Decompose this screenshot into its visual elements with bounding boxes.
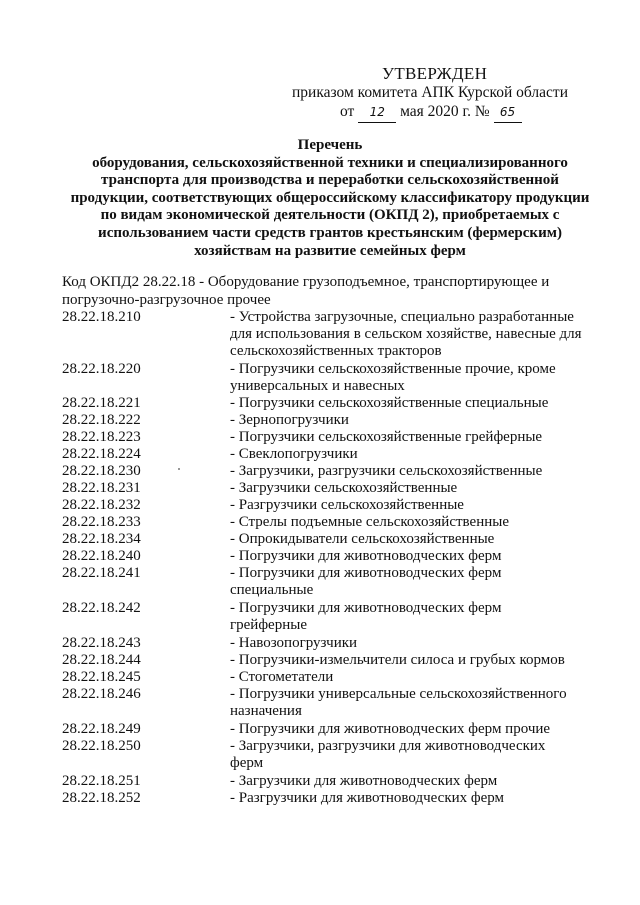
item-code: 28.22.18.223: [62, 429, 141, 445]
list-item: [62, 686, 582, 720]
item-description: - Погрузчики для животноводческих ферм: [230, 548, 502, 564]
heading-line-3: транспорта для производства и переработки сельскохозяйственной: [101, 172, 559, 189]
approval-block: [292, 64, 568, 123]
heading-line-6: использованием части средств грантов крестьянским (фермерским): [98, 224, 562, 241]
item-code: 28.22.18.250: [62, 738, 141, 754]
list-item: [62, 395, 582, 412]
document-heading: [40, 137, 620, 260]
item-description: - Загрузчики, разгрузчики сельскохозяйственные: [230, 463, 543, 479]
item-code: 28.22.18.242: [62, 600, 141, 616]
item-description: - Погрузчики-измельчители силоса и грубых кормов: [230, 652, 565, 668]
list-item: [62, 514, 582, 531]
item-code: 28.22.18.222: [62, 412, 141, 428]
item-code: 28.22.18.232: [62, 497, 141, 513]
list-item: [62, 548, 582, 565]
list-item: [62, 652, 582, 669]
list-item: [62, 773, 582, 790]
item-code: 28.22.18.251: [62, 773, 141, 789]
item-code: 28.22.18.234: [62, 531, 141, 547]
section-intro: Код ОКПД2 28.22.18 - Оборудование грузоподъемное, транспортирующее и погрузочно-разгрузочное прочее: [62, 274, 550, 308]
heading-line-2: оборудования, сельскохозяйственной техники и специализированного: [92, 154, 568, 171]
item-description: - Погрузчики универсальные сельскохозяйственного назначения: [230, 686, 567, 719]
list-item: [62, 480, 582, 497]
item-description: - Погрузчики сельскохозяйственные специальные: [230, 395, 549, 411]
approval-date-line: [292, 102, 568, 123]
item-code: 28.22.18.252: [62, 790, 141, 806]
item-description: - Навозопогрузчики: [230, 635, 358, 651]
item-code: 28.22.18.240: [62, 548, 141, 564]
list-item: [62, 600, 582, 634]
list-item: [62, 309, 582, 360]
heading-line-5: по видам экономической деятельности (ОКПД 2), приобретаемых с: [100, 207, 560, 224]
item-code: 28.22.18.243: [62, 635, 141, 651]
item-code: 28.22.18.224: [62, 446, 141, 462]
item-code: 28.22.18.246: [62, 686, 141, 702]
approval-number-handwritten: 65: [494, 103, 522, 123]
list-item: [62, 669, 582, 686]
heading-line-7: хозяйствам на развитие семейных ферм: [194, 242, 466, 259]
item-code: 28.22.18.210: [62, 309, 141, 325]
list-item: [62, 446, 582, 463]
item-code: 28.22.18.249: [62, 721, 141, 737]
item-description: - Зернопогрузчики: [230, 412, 349, 428]
item-description: - Погрузчики для животноводческих ферм специальные: [230, 565, 502, 598]
heading-line-1: Перечень: [297, 137, 363, 153]
list-item: [62, 531, 582, 548]
item-code: 28.22.18.221: [62, 395, 141, 411]
item-description: - Опрокидыватели сельскохозяйственные: [230, 531, 495, 547]
approval-order-line: приказом комитета АПК Курской области: [292, 84, 568, 101]
item-code: 28.22.18.230: [62, 463, 141, 479]
list-item: [62, 738, 582, 772]
item-code: 28.22.18.245: [62, 669, 141, 685]
item-description: - Свеклопогрузчики: [230, 446, 358, 462]
list-item: [62, 790, 582, 807]
approval-title: УТВЕРЖДЕН: [382, 64, 488, 83]
item-code: 28.22.18.220: [62, 361, 141, 377]
approval-day-handwritten: 12: [358, 103, 396, 123]
item-description: - Загрузчики для животноводческих ферм: [230, 773, 498, 789]
list-item: [62, 635, 582, 652]
list-item: [62, 361, 582, 395]
item-description: - Стрелы подъемные сельскохозяйственные: [230, 514, 509, 530]
item-code: 28.22.18.233: [62, 514, 141, 530]
list-item: [62, 463, 582, 480]
code-list: [62, 309, 582, 807]
item-code: 28.22.18.231: [62, 480, 141, 496]
list-item: [62, 497, 582, 514]
approval-month-year: мая 2020 г. №: [400, 103, 490, 120]
item-description: - Стогометатели: [230, 669, 334, 685]
item-code: 28.22.18.241: [62, 565, 141, 581]
list-item: [62, 565, 582, 599]
item-description: - Погрузчики для животноводческих ферм грейферные: [230, 600, 502, 633]
list-item: [62, 721, 582, 738]
item-description: - Загрузчики сельскохозяйственные: [230, 480, 458, 496]
item-description: - Погрузчики сельскохозяйственные грейферные: [230, 429, 543, 445]
list-item: [62, 429, 582, 446]
item-description: - Погрузчики для животноводческих ферм прочие: [230, 721, 551, 737]
item-description: - Загрузчики, разгрузчики для животноводческих ферм: [230, 738, 546, 771]
item-description: - Разгрузчики сельскохозяйственные: [230, 497, 464, 513]
approval-prefix: от: [340, 103, 355, 120]
item-description: - Разгрузчики для животноводческих ферм: [230, 790, 505, 806]
heading-line-4: продукции, соответствующих общероссийскому классификатору продукции: [70, 189, 590, 206]
list-item: [62, 412, 582, 429]
item-description: - Погрузчики сельскохозяйственные прочие, кроме универсальных и навесных: [230, 361, 556, 394]
scan-speck: [178, 468, 180, 470]
item-code: 28.22.18.244: [62, 652, 141, 668]
item-description: - Устройства загрузочные, специально разработанные для использования в сельском хозяйстве, навесные для сельскохозяйственных тракторов: [230, 309, 582, 359]
